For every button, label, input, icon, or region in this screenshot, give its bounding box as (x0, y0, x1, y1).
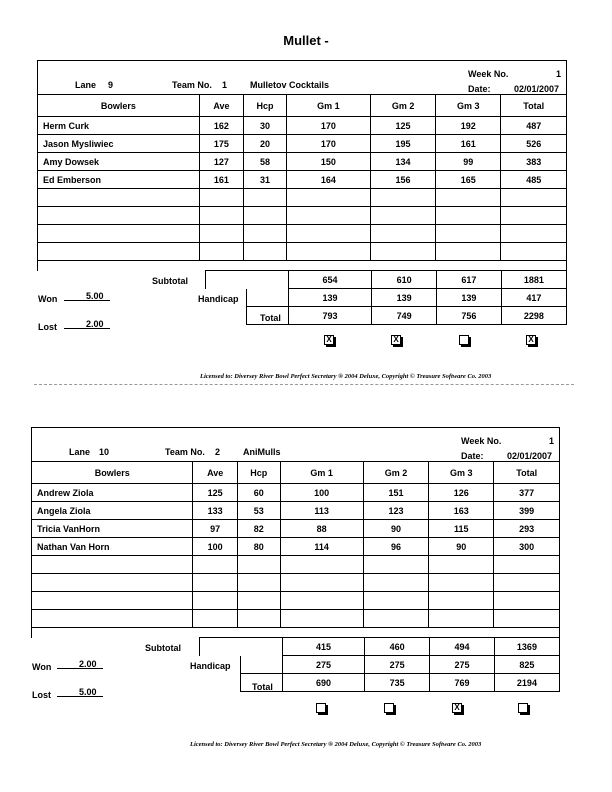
col-gm1: Gm 1 (280, 462, 363, 484)
bowler-gm2: 151 (363, 484, 428, 502)
empty-row (32, 574, 560, 592)
bowler-hcp: 20 (244, 135, 287, 153)
team-name: Mulletov Cocktails (250, 80, 330, 90)
handicap-gm2: 275 (365, 656, 430, 674)
total-row (206, 307, 567, 325)
won-underline (64, 300, 110, 301)
handicap-row (206, 289, 567, 307)
total-total: 2298 (501, 307, 566, 325)
bowler-total: 377 (494, 484, 560, 502)
table-row (32, 484, 560, 502)
bowler-gm3: 165 (436, 171, 501, 189)
bowler-gm1: 100 (280, 484, 363, 502)
col-gm3: Gm 3 (429, 462, 494, 484)
won-label: Won (32, 662, 52, 672)
date-label: Date: (468, 84, 491, 94)
bowler-gm2: 195 (370, 135, 435, 153)
col-hcp: Hcp (237, 462, 280, 484)
team-name: AniMulls (243, 447, 281, 457)
gm1-win-checkbox[interactable]: X (324, 335, 334, 345)
total-gm2: 735 (365, 674, 430, 692)
bowler-gm1: 170 (286, 117, 370, 135)
empty-row (32, 556, 560, 574)
col-total: Total (501, 95, 567, 117)
subtotal-row (206, 271, 567, 289)
total-gm2: 749 (372, 307, 437, 325)
col-gm2: Gm 2 (363, 462, 428, 484)
bowler-gm3: 192 (436, 117, 501, 135)
handicap-label: Handicap (198, 294, 239, 304)
col-bowlers: Bowlers (32, 462, 193, 484)
bowler-ave: 133 (193, 502, 237, 520)
bowler-hcp: 53 (237, 502, 280, 520)
bowler-ave: 97 (193, 520, 237, 538)
date-label: Date: (461, 451, 484, 461)
table-row (32, 538, 560, 556)
bowler-ave: 175 (199, 135, 243, 153)
subtotal-label: Subtotal (152, 276, 188, 286)
table-row (32, 520, 560, 538)
bowler-ave: 127 (199, 153, 243, 171)
total-label: Total (260, 313, 281, 323)
bowler-hcp: 58 (244, 153, 287, 171)
bowler-gm2: 156 (370, 171, 435, 189)
won-value: 2.00 (79, 659, 97, 669)
col-ave: Ave (199, 95, 243, 117)
table-row (38, 135, 567, 153)
empty-row (38, 189, 567, 207)
total-gm3: 756 (437, 307, 502, 325)
bowler-gm2: 96 (363, 538, 428, 556)
bowler-gm3: 99 (436, 153, 501, 171)
license-footer: Licensed to: Diversey River Bowl Perfect Secretary ® 2004 Deluxe, Copyright © Treasure Software Co. 2003 (200, 373, 492, 380)
totals-table-1 (205, 270, 567, 325)
lost-label: Lost (32, 690, 51, 700)
bowler-ave: 125 (193, 484, 237, 502)
bowler-total: 526 (501, 135, 567, 153)
bowler-gm2: 90 (363, 520, 428, 538)
lane-value: 9 (108, 80, 114, 90)
subtotal-gm2: 460 (365, 638, 430, 656)
subtotal-gm3: 617 (437, 271, 502, 289)
team-no-value: 2 (215, 447, 221, 457)
week-no-value: 1 (549, 436, 555, 446)
bowler-name: Amy Dowsek (38, 153, 200, 171)
total-row (200, 674, 560, 692)
won-value: 5.00 (86, 291, 104, 301)
subtotal-label: Subtotal (145, 643, 181, 653)
col-gm1: Gm 1 (286, 95, 370, 117)
col-bowlers: Bowlers (38, 95, 200, 117)
team-no-label: Team No. (165, 447, 205, 457)
handicap-total: 417 (501, 289, 566, 307)
lost-underline (57, 696, 103, 697)
bowler-name: Herm Curk (38, 117, 200, 135)
bowler-hcp: 80 (237, 538, 280, 556)
total-gm1: 690 (282, 674, 365, 692)
lost-value: 2.00 (86, 319, 104, 329)
bowler-hcp: 82 (237, 520, 280, 538)
license-footer: Licensed to: Diversey River Bowl Perfect Secretary ® 2004 Deluxe, Copyright © Treasure Software Co. 2003 (190, 741, 482, 748)
bowler-hcp: 31 (244, 171, 287, 189)
total-label: Total (252, 682, 273, 692)
bowler-name: Angela Ziola (32, 502, 193, 520)
bowler-ave: 161 (199, 171, 243, 189)
bowler-gm3: 163 (429, 502, 494, 520)
bowler-gm2: 125 (370, 117, 435, 135)
empty-row (38, 225, 567, 243)
week-no-label: Week No. (461, 436, 502, 446)
bowler-hcp: 60 (237, 484, 280, 502)
subtotal-gm1: 415 (282, 638, 365, 656)
col-ave: Ave (193, 462, 237, 484)
bowler-ave: 100 (193, 538, 237, 556)
won-label: Won (38, 294, 58, 304)
won-underline (57, 668, 103, 669)
lost-label: Lost (38, 322, 57, 332)
bowler-name: Andrew Ziola (32, 484, 193, 502)
bowler-gm3: 115 (429, 520, 494, 538)
table-row (38, 153, 567, 171)
table-header (38, 95, 567, 117)
subtotal-gm1: 654 (288, 271, 372, 289)
lane-value: 10 (99, 447, 110, 457)
subtotal-total: 1881 (501, 271, 566, 289)
date-value: 02/01/2007 (507, 451, 553, 461)
lost-underline (64, 328, 110, 329)
bowler-gm3: 161 (436, 135, 501, 153)
bowler-table-1 (37, 94, 567, 261)
gm2-win-checkbox[interactable]: X (391, 335, 401, 345)
table-row (38, 171, 567, 189)
bowler-total: 487 (501, 117, 567, 135)
bowler-total: 383 (501, 153, 567, 171)
subtotal-row (200, 638, 560, 656)
gm3-win-checkbox[interactable]: X (452, 703, 462, 713)
total-total: 2194 (494, 674, 559, 692)
bowler-gm1: 88 (280, 520, 363, 538)
handicap-gm1: 139 (288, 289, 372, 307)
col-gm3: Gm 3 (436, 95, 501, 117)
lost-value: 5.00 (79, 687, 97, 697)
team-no-value: 1 (222, 80, 228, 90)
bowler-name: Tricia VanHorn (32, 520, 193, 538)
week-no-value: 1 (556, 69, 562, 79)
handicap-gm3: 139 (437, 289, 502, 307)
lane-label: Lane (75, 80, 97, 90)
bowler-name: Jason Mysliwiec (38, 135, 200, 153)
bowler-total: 399 (494, 502, 560, 520)
empty-row (32, 610, 560, 628)
handicap-label: Handicap (190, 661, 231, 671)
bowler-name: Ed Emberson (38, 171, 200, 189)
subtotal-gm3: 494 (430, 638, 495, 656)
gm3-win-checkbox[interactable] (459, 335, 469, 345)
bowler-gm1: 113 (280, 502, 363, 520)
handicap-total: 825 (494, 656, 559, 674)
bowler-ave: 162 (199, 117, 243, 135)
table-header (32, 462, 560, 484)
col-gm2: Gm 2 (370, 95, 435, 117)
week-no-label: Week No. (468, 69, 509, 79)
subtotal-gm2: 610 (372, 271, 437, 289)
table-row (32, 502, 560, 520)
col-hcp: Hcp (244, 95, 287, 117)
bowler-gm3: 126 (429, 484, 494, 502)
page-title: Mullet - (283, 33, 329, 48)
bowler-gm1: 114 (280, 538, 363, 556)
total-gm1: 793 (288, 307, 372, 325)
bowler-gm3: 90 (429, 538, 494, 556)
total-win-checkbox[interactable]: X (526, 335, 536, 345)
bowler-total: 293 (494, 520, 560, 538)
gm1-win-checkbox[interactable] (316, 703, 326, 713)
table-row (38, 117, 567, 135)
empty-row (32, 592, 560, 610)
gm2-win-checkbox[interactable] (384, 703, 394, 713)
lane-label: Lane (69, 447, 91, 457)
totals-table-2 (199, 637, 560, 692)
col-total: Total (494, 462, 560, 484)
bowler-gm1: 170 (286, 135, 370, 153)
bowler-total: 485 (501, 171, 567, 189)
handicap-row (200, 656, 560, 674)
total-gm3: 769 (430, 674, 495, 692)
bowler-hcp: 30 (244, 117, 287, 135)
date-value: 02/01/2007 (514, 84, 560, 94)
subtotal-total: 1369 (494, 638, 559, 656)
handicap-gm2: 139 (372, 289, 437, 307)
handicap-gm1: 275 (282, 656, 365, 674)
handicap-gm3: 275 (430, 656, 495, 674)
bowler-total: 300 (494, 538, 560, 556)
bowler-gm2: 123 (363, 502, 428, 520)
bowler-gm2: 134 (370, 153, 435, 171)
team-no-label: Team No. (172, 80, 212, 90)
cut-line (34, 384, 574, 385)
empty-row (38, 207, 567, 225)
empty-row (38, 243, 567, 261)
total-win-checkbox[interactable] (518, 703, 528, 713)
bowler-table-2 (31, 461, 560, 628)
bowler-name: Nathan Van Horn (32, 538, 193, 556)
bowler-gm1: 164 (286, 171, 370, 189)
bowler-gm1: 150 (286, 153, 370, 171)
